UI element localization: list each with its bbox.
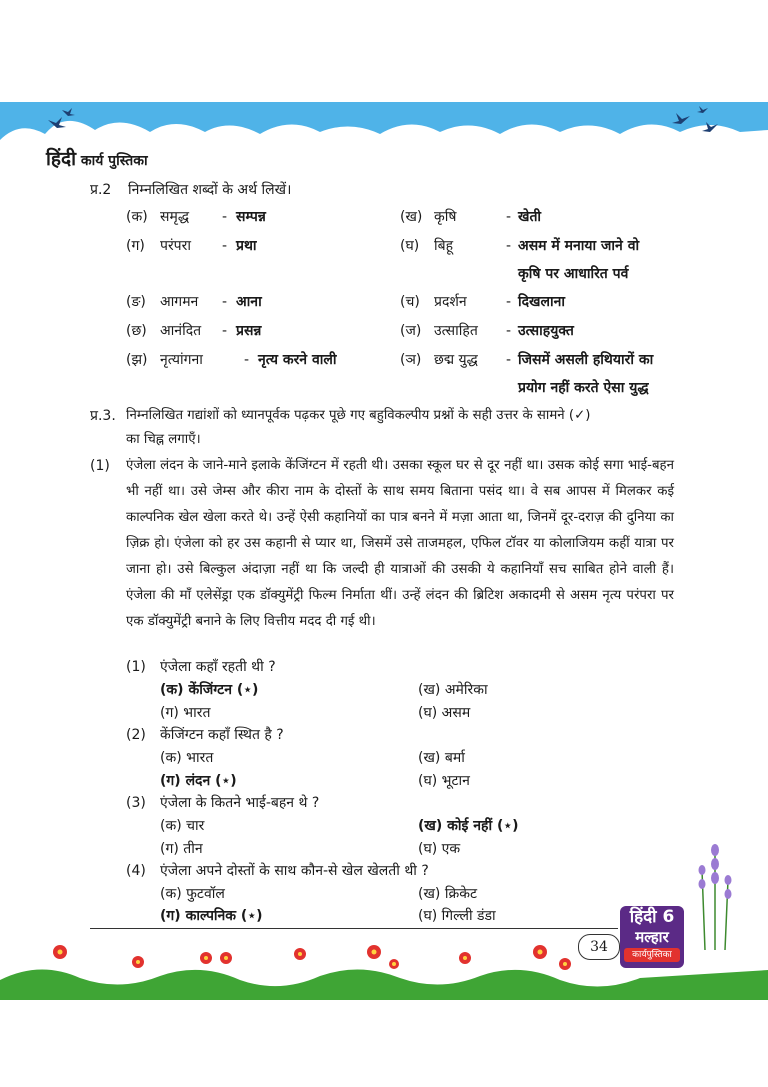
option-label: (घ)	[418, 841, 438, 857]
q2-meaning-cont: प्रयोग नहीं करते ऐसा युद्ध	[518, 380, 649, 396]
option-text: असम	[441, 705, 471, 721]
mcq-question: एंजेला अपने दोस्तों के साथ कौन-से खेल खेलती थी ?	[160, 863, 429, 879]
book-title	[46, 145, 148, 171]
option-label: (ख)	[418, 886, 441, 902]
mcq-number: (3)	[126, 795, 146, 811]
mcq-option[interactable]	[160, 748, 213, 768]
brand-title: हिंदी 6	[629, 907, 675, 927]
option-text: गिल्ली डंडा	[441, 908, 496, 924]
q2-word: नृत्यांगना	[160, 352, 203, 368]
q2-label: (च)	[400, 294, 420, 310]
flower-icon	[53, 945, 571, 970]
q2-label: (ग)	[126, 238, 145, 254]
q2-label: (छ)	[126, 323, 147, 339]
q2-dash: -	[222, 323, 228, 339]
option-label: (ग)	[160, 773, 181, 789]
option-label: (ख)	[418, 818, 443, 834]
q2-label: (क)	[126, 209, 148, 225]
q2-dash: -	[222, 294, 228, 310]
q2-meaning-cont: कृषि पर आधारित पर्व	[518, 266, 629, 282]
q2-meaning: प्रथा	[236, 238, 257, 254]
q2-dash: -	[506, 294, 512, 310]
q2-label: (ङ)	[126, 294, 146, 310]
q2-word: समृद्ध	[160, 209, 190, 225]
mcq-option[interactable]	[418, 680, 488, 700]
q2-label: (ज)	[400, 323, 422, 339]
option-text: काल्पनिक (⋆)	[185, 908, 263, 924]
option-text: चार	[186, 818, 205, 834]
page-number: 34	[578, 934, 620, 960]
q2-meaning: असम में मनाया जाने वो	[518, 238, 640, 254]
mcq-option[interactable]	[418, 771, 470, 791]
mcq-question: केंजिंग्टन कहाँ स्थित है ?	[160, 727, 284, 743]
option-text: अमेरिका	[444, 682, 488, 698]
q2-meaning: आना	[236, 294, 262, 310]
q2-meaning: प्रसन्न	[236, 323, 262, 339]
q2-word: प्रदर्शन	[434, 294, 467, 310]
q2-label: (ख)	[400, 209, 423, 225]
mcq-option[interactable]	[418, 748, 465, 768]
mcq-option[interactable]	[160, 884, 225, 904]
footer-divider	[90, 928, 618, 929]
mcq-option-correct[interactable]	[418, 816, 519, 836]
option-text: लंदन (⋆)	[185, 773, 237, 789]
option-text: भारत	[183, 705, 211, 721]
option-text: बर्मा	[444, 750, 465, 766]
option-label: (घ)	[418, 705, 438, 721]
mcq-number: (1)	[126, 659, 146, 675]
option-label: (घ)	[418, 908, 438, 924]
q2-label: (घ)	[400, 238, 420, 254]
mcq-option[interactable]	[160, 816, 204, 836]
option-label: (क)	[160, 682, 184, 698]
q2-number: प्र.2	[90, 182, 112, 198]
q2-word: उत्साहित	[434, 323, 478, 339]
option-text: भारत	[186, 750, 214, 766]
lavender-icon	[690, 840, 740, 950]
passage-text: एंजेला लंदन के जाने-माने इलाके केंजिंग्टन में रहती थी। उसका स्कूल घर से दूर नहीं था। उसक कोई सगा भाई-बहन भी नहीं था। उसे जेम्स और कीरा नाम के दोस्तों के साथ समय बिताना पसंद था। वे सब आपस में मिलकर कई काल्पनिक खेल खेला करते थे। उन्हें ऐसी कहानियों का पात्र बनने में मज़ा आता था, जिनमें दूर-दराज़ की दुनिया का ज़िक्र हो। एंजेला को हर उस कहानी से प्यार था, जिसमें उसे ताजमहल, एफिल टॉवर या कोलाजियम कहीं यात्रा पर जाना हो। उसे बिल्कुल अंदाज़ा नहीं था कि जल्दी ही यात्राओं की उसकी ये कहानियाँ सच साबित होने वाली हैं। एंजेला की माँ एलेसेंड्रा एक डॉक्युमेंट्री फिल्म निर्माता थीं। उन्हें लंदन की ब्रिटिश अकादमी से असम नृत्य परंपरा पर एक डॉक्युमेंट्री बनाने के लिए वित्तीय मदद दी गई थी।	[126, 458, 674, 629]
q2-instruction: निम्नलिखित शब्दों के अर्थ लिखें।	[128, 182, 292, 198]
mcq-option[interactable]	[418, 839, 460, 859]
option-label: (क)	[160, 818, 182, 834]
q2-meaning: जिसमें असली हथियारों का	[518, 352, 654, 368]
option-text: एक	[441, 841, 461, 857]
mcq-option-correct[interactable]	[160, 771, 237, 791]
q2-dash: -	[506, 323, 512, 339]
brand-subtitle: मल्हार	[635, 928, 669, 946]
q2-word: बिहू	[434, 238, 454, 254]
hindi-logo: हिंदी	[46, 148, 77, 170]
q2-meaning: नृत्य करने वाली	[258, 352, 337, 368]
option-label: (ग)	[160, 908, 181, 924]
mcq-question: एंजेला कहाँ रहती थी ?	[160, 659, 276, 675]
option-label: (क)	[160, 750, 182, 766]
q2-word: आगमन	[160, 294, 199, 310]
mcq-option[interactable]	[418, 884, 477, 904]
q2-meaning: सम्पन्न	[236, 209, 266, 225]
option-text: फुटवॉल	[186, 886, 225, 902]
mcq-option[interactable]	[160, 703, 210, 723]
option-text: क्रिकेट	[444, 886, 478, 902]
q2-meaning: खेती	[518, 209, 542, 225]
book-label: कार्य पुस्तिका	[80, 153, 148, 169]
option-label: (ख)	[418, 682, 441, 698]
option-text: केंजिंग्टन (⋆)	[188, 682, 259, 698]
mcq-question: एंजेला के कितने भाई-बहन थे ?	[160, 795, 320, 811]
option-label: (ग)	[160, 841, 179, 857]
option-text: कोई नहीं (⋆)	[447, 818, 519, 834]
q2-label: (झ)	[126, 352, 148, 368]
q2-dash: -	[506, 238, 512, 254]
q2-word: छद्म युद्ध	[434, 352, 478, 368]
mcq-option-correct[interactable]	[160, 680, 258, 700]
option-label: (ग)	[160, 705, 179, 721]
passage-number: (1)	[90, 458, 110, 474]
q2-label: (ञ)	[400, 352, 422, 368]
brand-badge	[620, 906, 684, 968]
option-label: (घ)	[418, 773, 438, 789]
option-label: (क)	[160, 886, 182, 902]
mcq-option[interactable]	[160, 839, 203, 859]
brand-tagline: कार्यपुस्तिका	[624, 948, 680, 962]
option-label: (ख)	[418, 750, 441, 766]
option-text: भूटान	[441, 773, 470, 789]
q3-number: प्र.3.	[90, 408, 116, 424]
q2-word: कृषि	[434, 209, 457, 225]
mcq-number: (2)	[126, 727, 146, 743]
q2-dash: -	[506, 352, 512, 368]
option-text: तीन	[183, 841, 203, 857]
q2-dash: -	[506, 209, 512, 225]
q2-dash: -	[222, 238, 228, 254]
q3-instruction: निम्नलिखित गद्यांशों को ध्यानपूर्वक पढ़कर पूछे गए बहुविकल्पीय प्रश्नों के सही उत्तर के सामने (✓)	[126, 408, 591, 423]
q2-dash: -	[244, 352, 250, 368]
q2-meaning: उत्साहयुक्त	[518, 323, 574, 339]
q2-word: आनंदित	[160, 323, 202, 339]
q2-dash: -	[222, 209, 228, 225]
mcq-option[interactable]	[418, 703, 470, 723]
q2-word: परंपरा	[160, 238, 191, 254]
mcq-option[interactable]	[418, 906, 496, 926]
mcq-option-correct[interactable]	[160, 906, 262, 926]
q3-instruction-cont: का चिह्न लगाएँ।	[126, 432, 201, 447]
mcq-number: (4)	[126, 863, 146, 879]
q2-meaning: दिखलाना	[518, 294, 566, 310]
